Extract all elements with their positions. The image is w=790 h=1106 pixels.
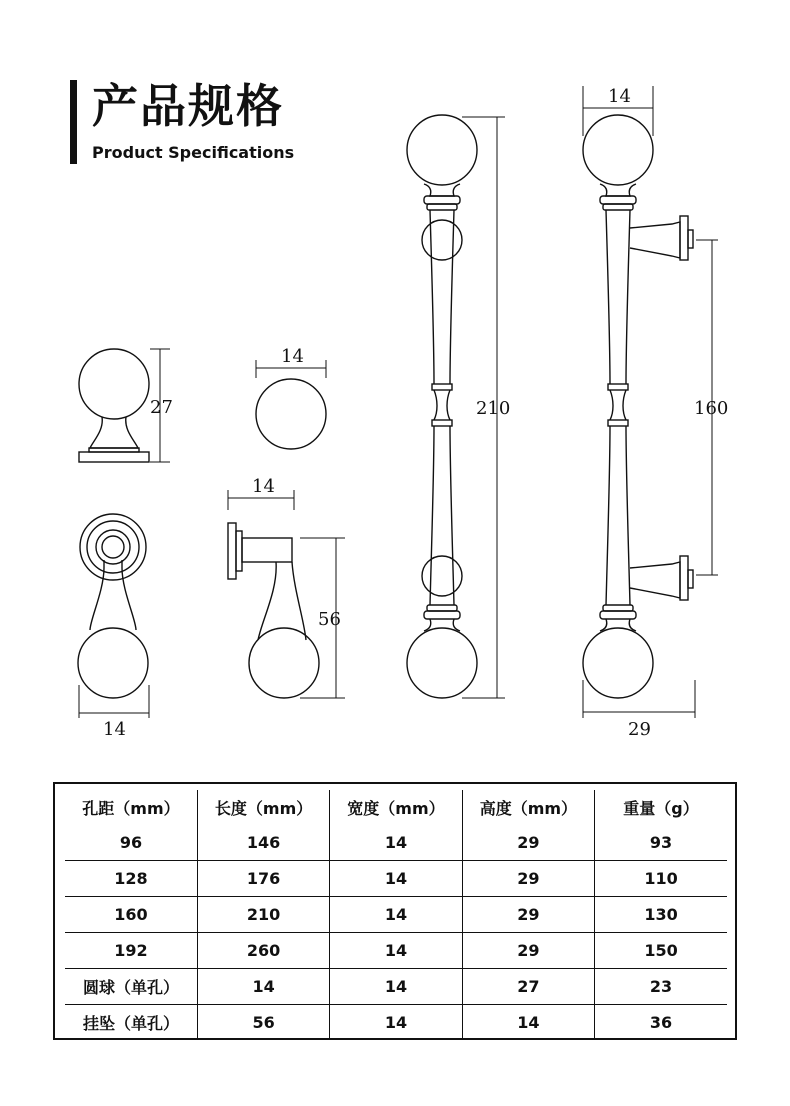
cell: 176 (197, 861, 329, 897)
handle-side-view (583, 86, 728, 740)
header-hole-distance: 孔距（mm） (82, 799, 180, 818)
table-row (65, 897, 727, 933)
cell: 128 (65, 861, 197, 897)
page-title: 产品规格 (92, 79, 284, 133)
cell: 14 (330, 969, 462, 1005)
cell: 圆球（单孔） (65, 969, 197, 1005)
cell: 160 (65, 897, 197, 933)
header-width: 宽度（mm） (330, 790, 462, 825)
specs-table-frame (53, 782, 737, 1040)
cell: 挂坠（单孔） (65, 1005, 197, 1041)
cell: 14 (462, 1005, 594, 1041)
cell: 29 (462, 933, 594, 969)
cell: 14 (330, 825, 462, 861)
handle-depth-label: 29 (628, 719, 651, 740)
table-row (65, 1005, 727, 1041)
knob-top-view (256, 346, 326, 449)
pendant-height-label: 56 (318, 609, 341, 630)
cell: 29 (462, 861, 594, 897)
cell: 260 (197, 933, 329, 969)
header-weight: 重量（g） (595, 790, 727, 825)
knob-top-width-label: 14 (281, 346, 304, 367)
pendant-width-label: 14 (103, 719, 126, 740)
header-height: 高度（mm） (462, 790, 594, 825)
cell: 56 (197, 1005, 329, 1041)
handle-length-label: 210 (476, 398, 511, 419)
page-subtitle: Product Specifications (92, 143, 295, 162)
cell: 146 (197, 825, 329, 861)
cell: 210 (197, 897, 329, 933)
knob-height-label: 27 (150, 397, 173, 418)
cell: 14 (330, 897, 462, 933)
cell: 130 (595, 897, 727, 933)
cell: 23 (595, 969, 727, 1005)
cell: 29 (462, 897, 594, 933)
cell: 110 (595, 861, 727, 897)
cell: 93 (595, 825, 727, 861)
handle-hole-distance-label: 160 (694, 398, 729, 419)
pendant-side-width-label: 14 (252, 476, 275, 497)
specs-table (65, 790, 727, 1040)
knob-side-view (79, 349, 173, 462)
cell: 14 (330, 1005, 462, 1041)
cell: 96 (119, 833, 143, 852)
table-row (65, 861, 727, 897)
handle-top-width-label: 14 (608, 86, 631, 107)
cell: 14 (330, 933, 462, 969)
cell: 192 (65, 933, 197, 969)
cell: 27 (462, 969, 594, 1005)
cell: 29 (462, 825, 594, 861)
table-row (65, 825, 727, 861)
cell: 14 (330, 861, 462, 897)
cell: 14 (197, 969, 329, 1005)
pendant-side-view (228, 476, 345, 698)
cell: 150 (595, 933, 727, 969)
cell: 36 (595, 1005, 727, 1041)
header-length: 长度（mm） (197, 790, 329, 825)
pendant-front-view (78, 514, 149, 740)
handle-front-view (407, 115, 510, 698)
table-header-row (65, 790, 727, 825)
table-row (65, 969, 727, 1005)
table-row (65, 933, 727, 969)
